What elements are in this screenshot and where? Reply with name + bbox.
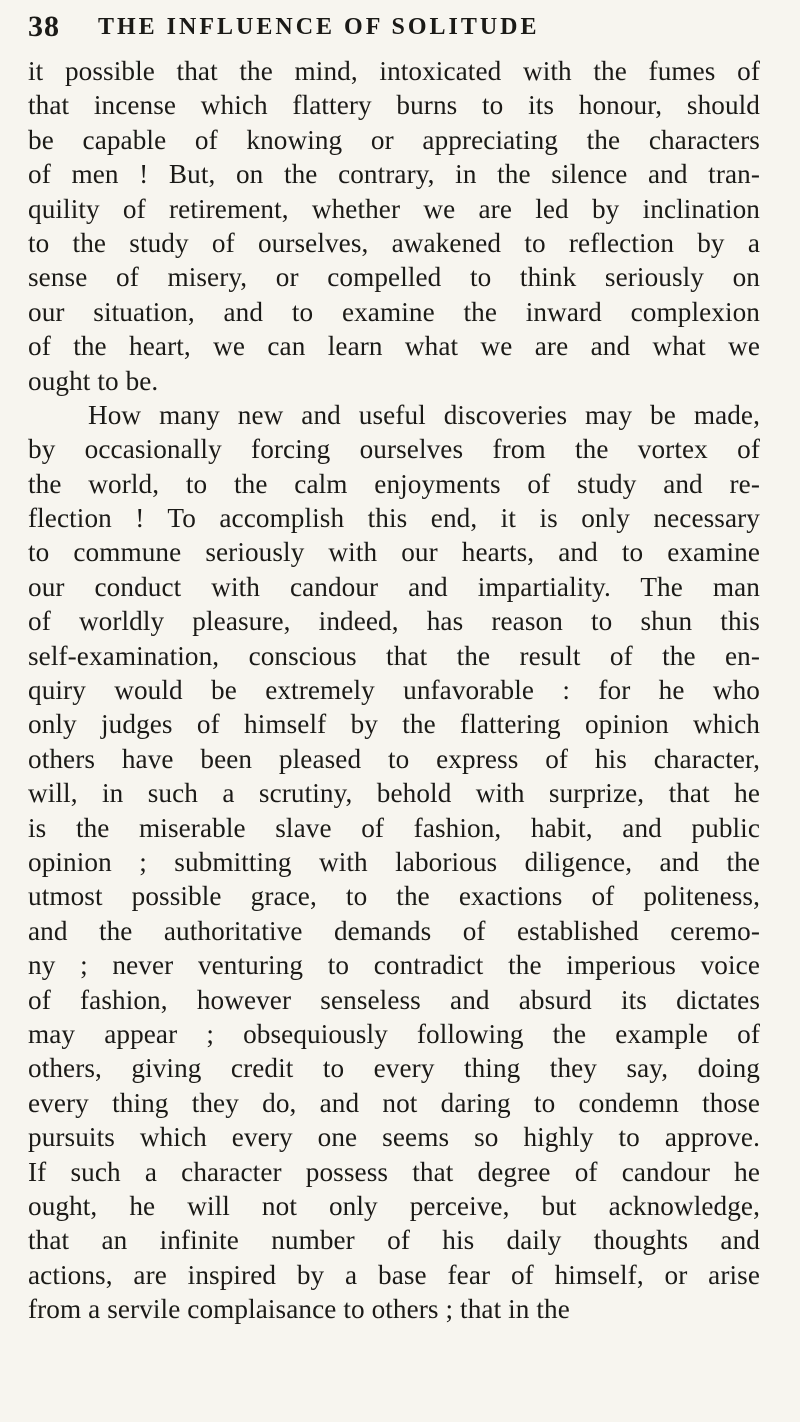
text-line: every thing they do, and not daring to condemn those: [28, 1087, 760, 1118]
text-line: it possible that the mind, intoxicated with the fumes of: [28, 56, 760, 86]
text-line: quiry would be extremely unfavorable : for he who: [28, 675, 760, 706]
running-head: [28, 10, 760, 54]
text-line: ought, he will not only perceive, but acknowledge,: [28, 1190, 760, 1221]
text-line: opinion ; submitting with laborious diligence, and the: [28, 846, 760, 877]
text-line: How many new and useful discoveries may be made,: [88, 399, 760, 430]
text-line: our conduct with candour and impartiality. The man: [28, 571, 760, 602]
text-line: others, giving credit to every thing they say, doing: [28, 1053, 760, 1084]
text-line: that an infinite number of his daily thoughts and: [28, 1225, 760, 1256]
text-line: of the heart, we can learn what we are and what we: [28, 331, 760, 362]
text-line: quility of retirement, whether we are led by inclination: [28, 193, 760, 224]
page-number: 38: [28, 10, 60, 43]
text-line: others have been pleased to express of his character,: [28, 743, 760, 774]
text-line: utmost possible grace, to the exactions of politeness,: [28, 881, 760, 912]
text-line: to the study of ourselves, awakened to reflection by a: [28, 227, 760, 258]
text-line: If such a character possess that degree of candour he: [28, 1156, 760, 1187]
text-line: may appear ; obsequiously following the example of: [28, 1018, 760, 1049]
text-line: our situation, and to examine the inward complexion: [28, 296, 760, 327]
text-line: flection ! To accomplish this end, it is only necessary: [28, 503, 760, 534]
text-line: and the authoritative demands of established ceremo-: [28, 915, 760, 946]
text-line: actions, are inspired by a base fear of himself, or arise: [28, 1259, 760, 1290]
text-line: sense of misery, or compelled to think seriously on: [28, 262, 760, 293]
text-line: to commune seriously with our hearts, and to examine: [28, 537, 760, 568]
text-line: the world, to the calm enjoyments of study and re-: [28, 468, 760, 499]
body-text: [28, 54, 760, 1326]
running-title: THE INFLUENCE OF SOLITUDE: [98, 14, 540, 40]
text-line: from a servile complaisance to others ; that in the: [28, 1294, 570, 1325]
text-line: only judges of himself by the flattering opinion which: [28, 709, 760, 740]
text-line: ought to be.: [28, 365, 159, 396]
text-line: self-examination, conscious that the result of the en-: [28, 640, 760, 671]
text-line: by occasionally forcing ourselves from the vortex of: [28, 434, 760, 465]
text-line: ny ; never venturing to contradict the imperious voice: [28, 950, 760, 981]
text-line: of fashion, however senseless and absurd its dictates: [28, 984, 760, 1015]
text-line: be capable of knowing or appreciating the characters: [28, 124, 760, 155]
text-line: of men ! But, on the contrary, in the silence and tran-: [28, 159, 760, 190]
text-line: that incense which flattery burns to its honour, should: [28, 90, 760, 121]
text-line: pursuits which every one seems so highly to approve.: [28, 1122, 760, 1153]
text-line: will, in such a scrutiny, behold with surprize, that he: [28, 778, 760, 809]
text-line: of worldly pleasure, indeed, has reason to shun this: [28, 606, 760, 637]
text-line: is the miserable slave of fashion, habit, and public: [28, 812, 760, 843]
